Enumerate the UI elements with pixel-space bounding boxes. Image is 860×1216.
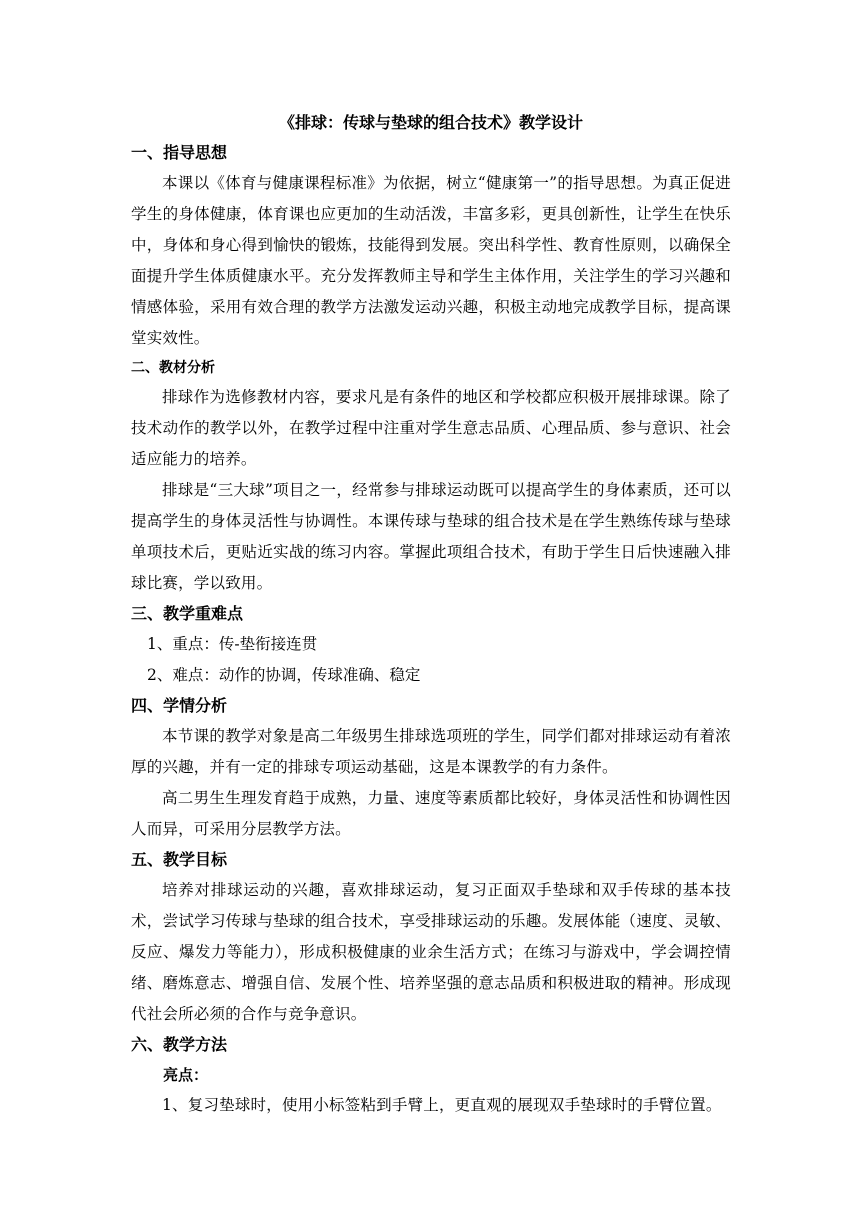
paragraph: 1、复习垫球时，使用小标签粘到手臂上，更直观的展现双手垫球时的手臂位置。 bbox=[162, 1096, 722, 1114]
section-heading-teaching-objectives: 五、教学目标 bbox=[131, 850, 228, 869]
section-heading-teaching-methods: 六、教学方法 bbox=[131, 1035, 228, 1054]
paragraph: 本节课的教学对象是高二年级男生排球选项班的学生，同学们都对排球运动有着浓厚的兴趣，并有一定的排球专项运动基础，这是本课教学的有力条件。 bbox=[131, 727, 731, 776]
section-heading-guiding-ideology: 一、指导思想 bbox=[131, 143, 228, 162]
document-body bbox=[131, 108, 731, 1121]
section-heading-key-points: 三、教学重难点 bbox=[131, 604, 244, 623]
list-item: 2、难点：动作的协调，传球准确、稳定 bbox=[147, 666, 421, 684]
document-title: 《排球：传球与垫球的组合技术》教学设计 bbox=[278, 113, 583, 132]
paragraph: 排球是“三大球”项目之一，经常参与排球运动既可以提高学生的身体素质，还可以提高学生的身体灵活性与协调性。本课传球与垫球的组合技术是在学生熟练传球与垫球单项技术后，更贴近实战的练习内容。掌握此项组合技术，有助于学生日后快速融入排球比赛，学以致用。 bbox=[131, 481, 731, 592]
paragraph: 排球作为选修教材内容，要求凡是有条件的地区和学校都应积极开展排球课。除了技术动作的教学以外，在教学过程中注重对学生意志品质、心理品质、参与意识、社会适应能力的培养。 bbox=[131, 388, 731, 468]
section-heading-student-analysis: 四、学情分析 bbox=[131, 696, 228, 715]
section-heading-material-analysis: 二、教材分析 bbox=[131, 360, 215, 376]
subheading-highlights: 亮点： bbox=[163, 1066, 209, 1084]
list-item: 1、重点：传-垫衔接连贯 bbox=[147, 635, 318, 653]
paragraph: 培养对排球运动的兴趣，喜欢排球运动，复习正面双手垫球和双手传球的基本技术，尝试学习传球与垫球的组合技术，享受排球运动的乐趣。发展体能（速度、灵敏、反应、爆发力等能力），形成积极健康的业余生活方式；在练习与游戏中，学会调控情绪、磨炼意志、增强自信、发展个性、培养坚强的意志品质和积极进取的精神。形成现代社会所必须的合作与竞争意识。 bbox=[131, 881, 731, 1023]
paragraph: 高二男生生理发育趋于成熟，力量、速度等素质都比较好，身体灵活性和协调性因人而异，可采用分层教学方法。 bbox=[131, 789, 731, 838]
paragraph: 本课以《体育与健康课程标准》为依据，树立“健康第一”的指导思想。为真正促进学生的身体健康，体育课也应更加的生动活泼，丰富多彩，更具创新性，让学生在快乐中，身体和身心得到愉快的锻炼，技能得到发展。突出科学性、教育性原则，以确保全面提升学生体质健康水平。充分发挥教师主导和学生主体作用，关注学生的学习兴趣和情感体验，采用有效合理的教学方法激发运动兴趣，积极主动地完成教学目标，提高课堂实效性。 bbox=[131, 174, 731, 347]
